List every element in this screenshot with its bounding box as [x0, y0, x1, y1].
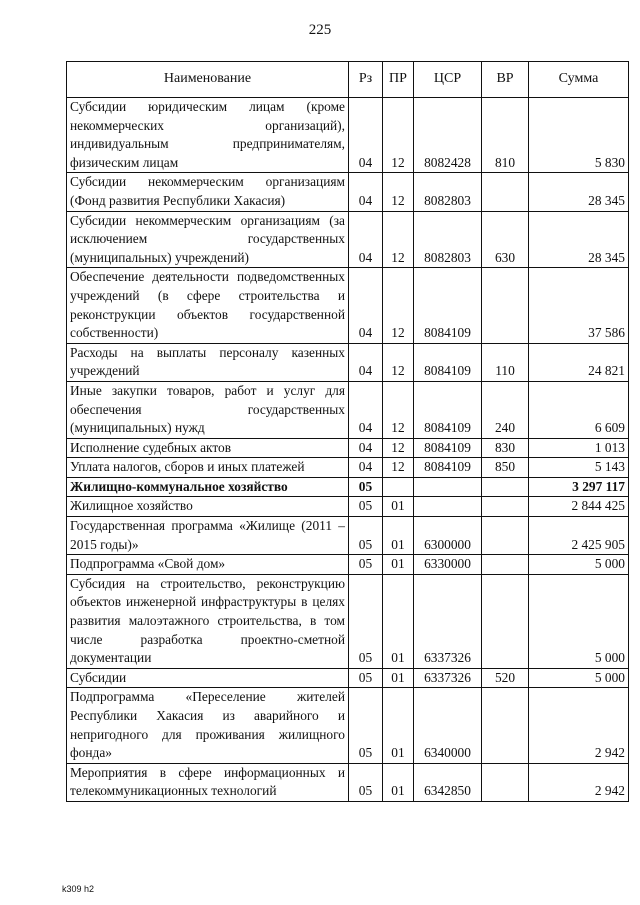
budget-table: [66, 61, 629, 802]
row-sum: 5 000: [529, 668, 629, 688]
table-body: [67, 98, 629, 802]
page-number: 225: [308, 22, 332, 38]
row-rz: 04: [349, 268, 383, 343]
row-name: Иные закупки товаров, работ и услуг для обеспечения государственных (муниципальных) нужд: [67, 381, 349, 438]
row-rz: 04: [349, 98, 383, 173]
row-name: Подпрограмма «Свой дом»: [67, 555, 349, 575]
row-sum: 2 942: [529, 688, 629, 763]
row-rz: 04: [349, 438, 383, 458]
row-rz: 05: [349, 763, 383, 801]
footer-code: k309 h2: [62, 884, 95, 894]
row-rz: 04: [349, 343, 383, 381]
row-pr: 12: [383, 381, 414, 438]
row-vr: 240: [482, 381, 529, 438]
row-vr: [482, 173, 529, 211]
header-vr: ВР: [482, 62, 529, 98]
row-name: Государственная программа «Жилище (2011 – 2015 годы)»: [67, 517, 349, 555]
row-pr: 12: [383, 458, 414, 478]
table-row: [67, 211, 629, 268]
table-row: [67, 268, 629, 343]
row-csr: 8082803: [414, 211, 482, 268]
header-sum: Сумма: [529, 62, 629, 98]
row-rz: 05: [349, 555, 383, 575]
table-row: [67, 574, 629, 668]
row-csr: 6342850: [414, 763, 482, 801]
row-csr: 8084109: [414, 343, 482, 381]
row-pr: 01: [383, 668, 414, 688]
row-name: Субсидии юридическим лицам (кроме некоммерческих организаций), индивидуальным предпринимателям, физическим лицам: [67, 98, 349, 173]
row-rz: 05: [349, 668, 383, 688]
table-row: [67, 517, 629, 555]
row-vr: [482, 574, 529, 668]
row-sum: 5 830: [529, 98, 629, 173]
row-name: Жилищное хозяйство: [67, 497, 349, 517]
table-row: [67, 381, 629, 438]
row-sum: 2 425 905: [529, 517, 629, 555]
table-row: [67, 458, 629, 478]
row-sum: 5 000: [529, 555, 629, 575]
row-vr: 110: [482, 343, 529, 381]
row-vr: [482, 555, 529, 575]
row-sum: 5 143: [529, 458, 629, 478]
row-csr: 6340000: [414, 688, 482, 763]
table-row: [67, 343, 629, 381]
row-sum: 6 609: [529, 381, 629, 438]
row-rz: 05: [349, 574, 383, 668]
row-name: Мероприятия в сфере информационных и телекоммуникационных технологий: [67, 763, 349, 801]
row-csr: 6330000: [414, 555, 482, 575]
table-row: [67, 763, 629, 801]
row-sum: 3 297 117: [529, 477, 629, 497]
row-csr: 8082428: [414, 98, 482, 173]
row-rz: 05: [349, 688, 383, 763]
row-name: Субсидии: [67, 668, 349, 688]
row-rz: 05: [349, 497, 383, 517]
header-name: Наименование: [67, 62, 349, 98]
row-sum: 28 345: [529, 211, 629, 268]
row-rz: 04: [349, 211, 383, 268]
row-sum: 37 586: [529, 268, 629, 343]
row-csr: 8084109: [414, 438, 482, 458]
header-rz: Рз: [349, 62, 383, 98]
row-name: Расходы на выплаты персоналу казенных учреждений: [67, 343, 349, 381]
table-header-row: [67, 62, 629, 98]
row-csr: [414, 477, 482, 497]
table-row: [67, 555, 629, 575]
row-vr: [482, 497, 529, 517]
row-name: Субсидии некоммерческим организациям (за исключением государственных (муниципальных) учреждений): [67, 211, 349, 268]
table-row: [67, 688, 629, 763]
row-csr: 8084109: [414, 458, 482, 478]
row-name: Субсидии некоммерческим организациям (Фонд развития Республики Хакасия): [67, 173, 349, 211]
row-pr: 01: [383, 763, 414, 801]
row-name: Субсидия на строительство, реконструкцию объектов инженерной инфраструктуры в целях развития малоэтажного строительства, в том числе разработка проектно-сметной документации: [67, 574, 349, 668]
row-vr: [482, 477, 529, 497]
row-vr: [482, 763, 529, 801]
row-vr: [482, 268, 529, 343]
row-csr: 6337326: [414, 574, 482, 668]
row-vr: 810: [482, 98, 529, 173]
table-row: [67, 668, 629, 688]
row-sum: 24 821: [529, 343, 629, 381]
row-sum: 2 942: [529, 763, 629, 801]
row-csr: 8082803: [414, 173, 482, 211]
row-pr: 12: [383, 173, 414, 211]
table-row: [67, 477, 629, 497]
header-csr: ЦСР: [414, 62, 482, 98]
row-vr: 830: [482, 438, 529, 458]
row-pr: 12: [383, 268, 414, 343]
row-pr: 12: [383, 438, 414, 458]
row-csr: 6337326: [414, 668, 482, 688]
row-rz: 05: [349, 477, 383, 497]
row-vr: 850: [482, 458, 529, 478]
row-pr: 12: [383, 343, 414, 381]
row-csr: [414, 497, 482, 517]
row-rz: 05: [349, 517, 383, 555]
row-pr: 01: [383, 517, 414, 555]
row-sum: 5 000: [529, 574, 629, 668]
row-pr: 01: [383, 497, 414, 517]
table-row: [67, 98, 629, 173]
row-rz: 04: [349, 173, 383, 211]
row-vr: 520: [482, 668, 529, 688]
row-pr: 12: [383, 98, 414, 173]
row-name: Исполнение судебных актов: [67, 438, 349, 458]
row-pr: 01: [383, 688, 414, 763]
row-name: Подпрограмма «Переселение жителей Республики Хакасия из аварийного и непригодного для проживания жилищного фонда»: [67, 688, 349, 763]
row-name: Уплата налогов, сборов и иных платежей: [67, 458, 349, 478]
row-csr: 8084109: [414, 381, 482, 438]
row-sum: 1 013: [529, 438, 629, 458]
row-pr: [383, 477, 414, 497]
row-pr: 12: [383, 211, 414, 268]
row-pr: 01: [383, 555, 414, 575]
row-rz: 04: [349, 381, 383, 438]
row-vr: [482, 688, 529, 763]
table-row: [67, 438, 629, 458]
row-name: Обеспечение деятельности подведомственных учреждений (в сфере строительства и реконструкции объектов государственной собственности): [67, 268, 349, 343]
row-vr: [482, 517, 529, 555]
row-name: Жилищно-коммунальное хозяйство: [67, 477, 349, 497]
row-rz: 04: [349, 458, 383, 478]
table-row: [67, 173, 629, 211]
row-pr: 01: [383, 574, 414, 668]
row-vr: 630: [482, 211, 529, 268]
row-sum: 28 345: [529, 173, 629, 211]
row-csr: 6300000: [414, 517, 482, 555]
table-row: [67, 497, 629, 517]
header-pr: ПР: [383, 62, 414, 98]
row-csr: 8084109: [414, 268, 482, 343]
row-sum: 2 844 425: [529, 497, 629, 517]
